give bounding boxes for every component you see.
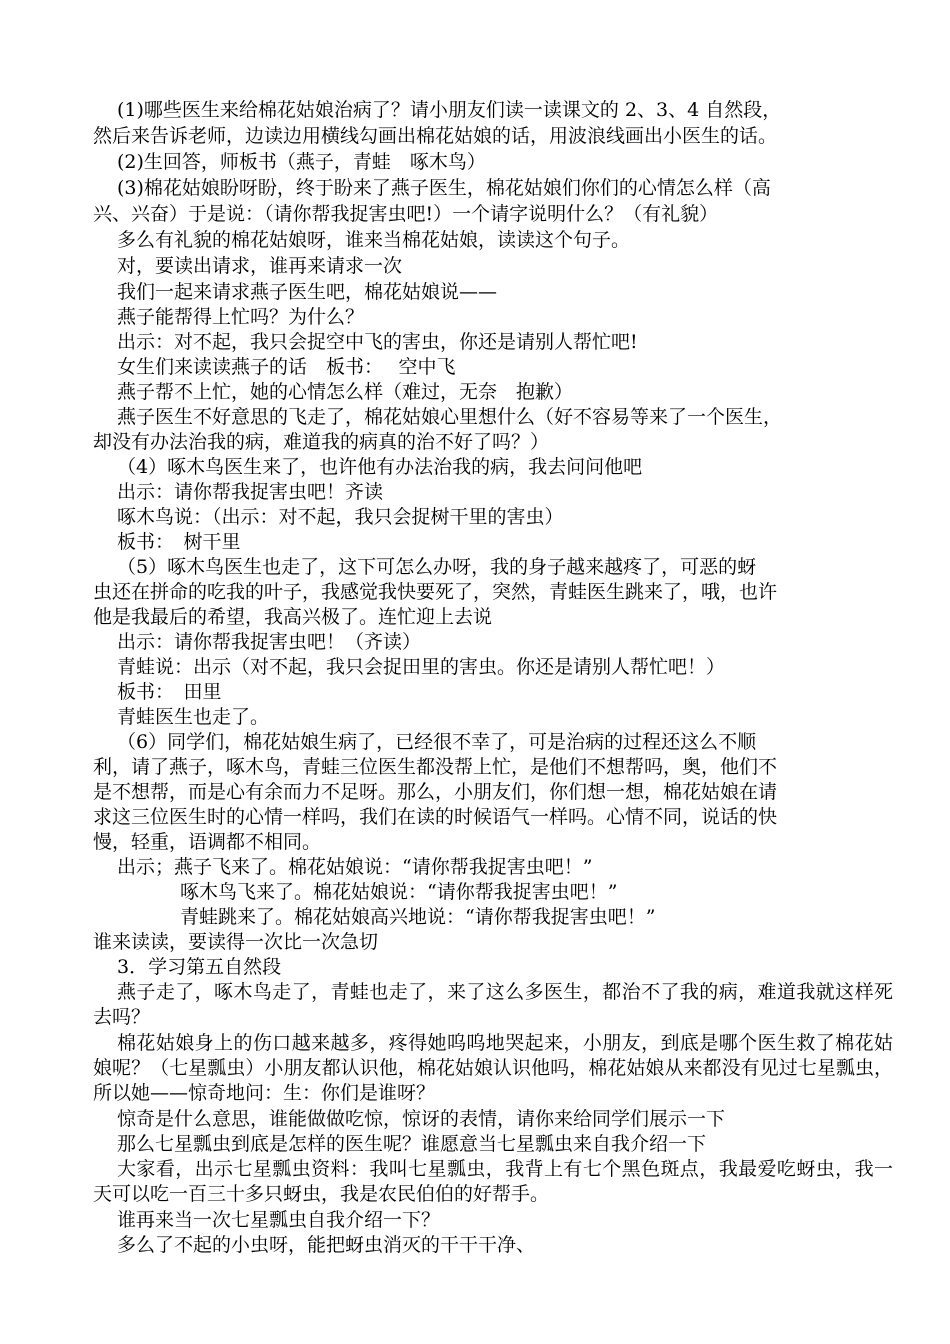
text-line: 对，要读出请求，谁再来请求一次 bbox=[117, 255, 403, 277]
text-line: 然后来告诉老师，边读边用横线勾画出棉花姑娘的话，用波浪线画出小医生的话。 bbox=[93, 125, 778, 147]
text-line: 板书： 树干里 bbox=[117, 531, 241, 553]
text-line: 啄木鸟说：（出示：对不起，我只会捉树干里的害虫） bbox=[117, 506, 564, 528]
text-line: 青蛙医生也走了。 bbox=[117, 706, 270, 728]
text-line: （5）啄木鸟医生也走了，这下可怎么办呀，我的身子越来越疼了，可恶的蚜 bbox=[117, 556, 757, 578]
text-line: (3)棉花姑娘盼呀盼，终于盼来了燕子医生，棉花姑娘们你们的心情怎么样（高 bbox=[117, 177, 771, 199]
text-line: 青蛙说：出示（对不起，我只会捉田里的害虫。你还是请别人帮忙吧！） bbox=[117, 656, 726, 678]
text-line: 是不想帮，而是心有余而力不足呀。那么，小朋友们，你们想一想，棉花姑娘在请 bbox=[93, 781, 778, 803]
text-line: 出示：对不起，我只会捉空中飞的害虫，你还是请别人帮忙吧! bbox=[117, 331, 638, 353]
text-line: （6）同学们，棉花姑娘生病了，已经很不幸了，可是治病的过程还这么不顺 bbox=[117, 731, 757, 753]
text-line: 啄木鸟飞来了。棉花姑娘说：“请你帮我捉害虫吧！” bbox=[180, 881, 618, 903]
paragraph: 大家看，出示七星瓢虫资料：我叫七星瓢虫，我背上有七个黑色斑点，我最爱吃蚜虫，我一天可以吃一百三十多只蚜虫，我是农民伯伯的好帮手。 bbox=[93, 1158, 893, 1205]
text-line: 女生们来读读燕子的话 板书： 空中飞 bbox=[117, 356, 456, 378]
paragraph: 燕子走了，啄木鸟走了，青蛙也走了，来了这么多医生，都治不了我的病，难道我就这样死去吗？ bbox=[93, 981, 893, 1028]
text-line: 出示：请你帮我捉害虫吧！（齐读） bbox=[117, 631, 422, 653]
section-heading: 3．学习第五自然段 bbox=[117, 956, 282, 978]
text-line: 青蛙跳来了。棉花姑娘高兴地说：“请你帮我捉害虫吧！” bbox=[180, 906, 656, 928]
paragraph: 多么了不起的小虫呀，能把蚜虫消灭的干干干净、 bbox=[117, 1234, 536, 1256]
text-line: 燕子医生不好意思的飞走了，棉花姑娘心里想什么（好不容易等来了一个医生， bbox=[117, 406, 783, 428]
text-line: 燕子帮不上忙，她的心情怎么样（难过，无奈 抱歉） bbox=[117, 381, 574, 403]
text-line: 多么有礼貌的棉花姑娘呀，谁来当棉花姑娘，读读这个句子。 bbox=[117, 229, 631, 251]
text-line: (2)生回答，师板书（燕子，青蛙 啄木鸟） bbox=[117, 151, 486, 173]
text-line: (1)哪些医生来给棉花姑娘治病了？请小朋友们读一读课文的 2、3、4 自然段， bbox=[117, 99, 782, 121]
paragraph: 惊奇是什么意思，谁能做做吃惊，惊讶的表情，请你来给同学们展示一下 bbox=[117, 1108, 726, 1130]
text-line: 谁来读读，要读得一次比一次急切 bbox=[93, 931, 379, 953]
text-line: 板书： 田里 bbox=[117, 681, 222, 703]
text-line: 利，请了燕子，啄木鸟，青蛙三位医生都没帮上忙，是他们不想帮吗，奥，他们不 bbox=[93, 756, 778, 778]
paragraph: 谁再来当一次七星瓢虫自我介绍一下？ bbox=[117, 1209, 441, 1231]
text-line: 他是我最后的希望，我高兴极了。连忙迎上去说 bbox=[93, 606, 493, 628]
text-line: 却没有办法治我的病，难道我的病真的治不好了吗？） bbox=[93, 431, 550, 453]
text-line: 兴、兴奋）于是说：（请你帮我捉害虫吧!）一个请字说明什么？（有礼貌） bbox=[93, 203, 719, 225]
text-line: 燕子能帮得上忙吗？为什么？ bbox=[117, 306, 365, 328]
text-line: 我们一起来请求燕子医生吧，棉花姑娘说—— bbox=[117, 281, 498, 303]
text-line: 出示：请你帮我捉害虫吧！齐读 bbox=[117, 481, 384, 503]
text-line: 虫还在拼命的吃我的叶子，我感觉我快要死了，突然，青蛙医生跳来了，哦，也许 bbox=[93, 581, 778, 603]
paragraph: 那么七星瓢虫到底是怎样的医生呢？谁愿意当七星瓢虫来自我介绍一下 bbox=[117, 1133, 707, 1155]
text-line: 慢，轻重，语调都不相同。 bbox=[93, 831, 322, 853]
text-line: （4）啄木鸟医生来了，也许他有办法治我的病，我去问问他吧 bbox=[117, 456, 643, 478]
text-line: 出示；燕子飞来了。棉花姑娘说：“请你帮我捉害虫吧！” bbox=[117, 856, 593, 878]
text-line: 求这三位医生时的心情一样吗，我们在读的时候语气一样吗。心情不同，说话的快 bbox=[93, 806, 778, 828]
paragraph: 棉花姑娘身上的伤口越来越多，疼得她呜呜地哭起来，小朋友，到底是哪个医生救了棉花姑娘呢？（七星瓢虫）小朋友都认识他，棉花姑娘认识他吗，棉花姑娘从来都没有见过七星瓢虫，所以她——惊奇地问：生：你们是谁呀？ bbox=[93, 1032, 893, 1104]
